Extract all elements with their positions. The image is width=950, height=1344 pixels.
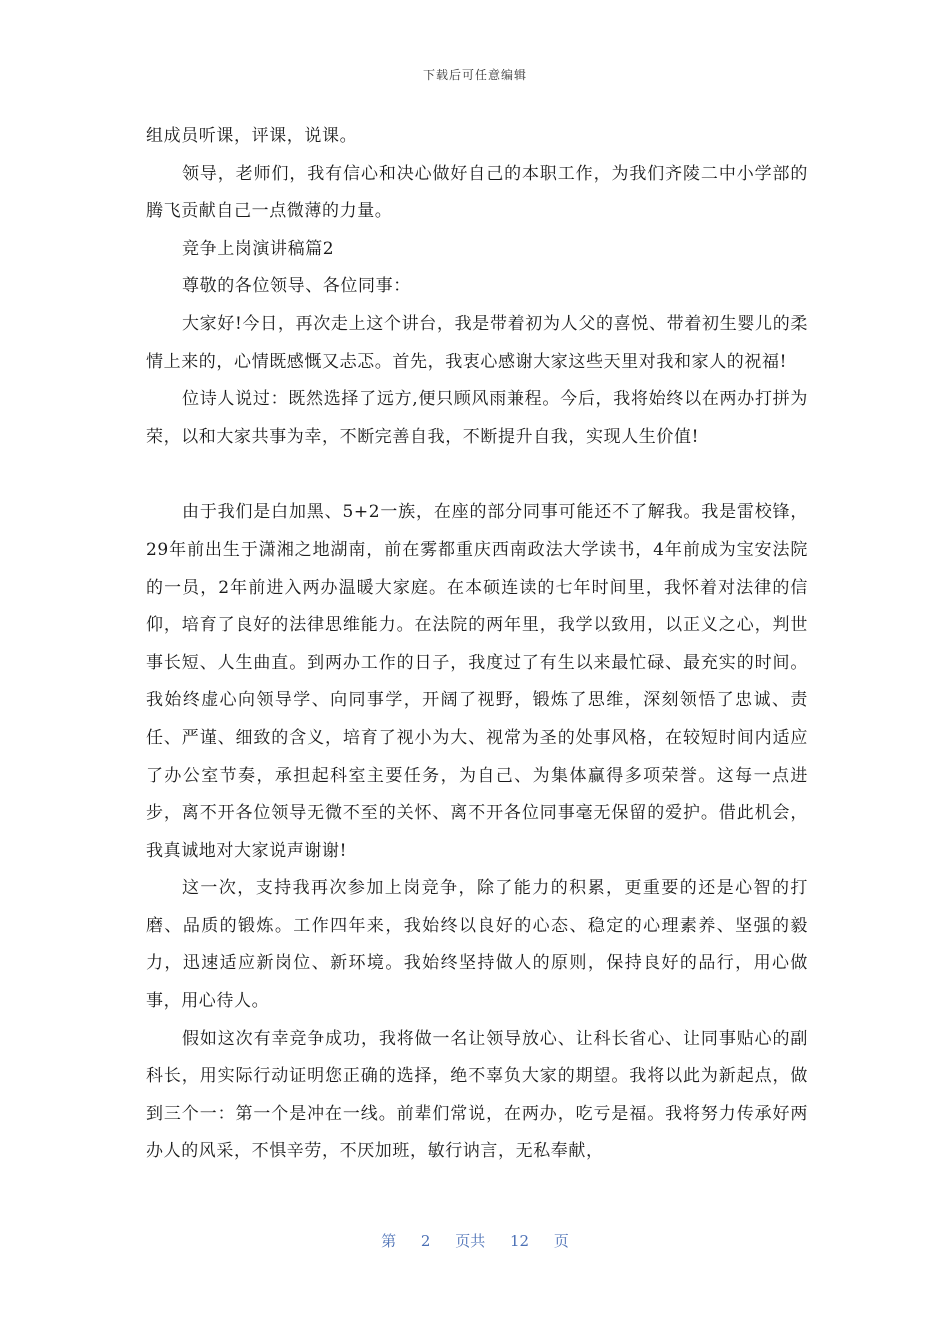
footer-word-ye: 页 [553,1232,569,1250]
paragraph-commitment: 假如这次有幸竞争成功，我将做一名让领导放心、让科长省心、让同事贴心的副科长，用实际行动证明您正确的选择，绝不辜负大家的期望。我将以此为新起点，做到三个一：第一个是冲在一线。前辈们常说，在两办，吃亏是福。我将努力传承好两办人的风采，不惧辛劳，不厌加班，敏行讷言，无私奉献， [146,1028,808,1162]
document-body [146,118,808,1171]
footer-word-ye-gong: 页共 [455,1232,486,1250]
salutation: 尊敬的各位领导、各位同事： [182,276,411,297]
page-footer [0,1230,950,1251]
section-title: 竞争上岗演讲稿篇2 [182,238,335,259]
page-header-note: 下载后可任意编辑 [422,68,527,82]
paragraph-greeting: 大家好!今日，再次走上这个讲台，我是带着初为人父的喜悦、带着初生婴儿的柔情上来的，心情既感慨又忐忑。首先，我衷心感谢大家这些天里对我和家人的祝福! [146,313,808,372]
paragraph-quote: 位诗人说过：既然选择了远方,便只顾风雨兼程。今后，我将始终以在两办打拼为荣，以和大家共事为幸，不断完善自我，不断提升自我，实现人生价值! [146,389,808,447]
footer-page-total: 12 [510,1232,530,1250]
footer-page-current: 2 [420,1232,431,1250]
paragraph-gap [146,456,808,494]
paragraph-motivation: 这一次，支持我再次参加上岗竞争，除了能力的积累，更重要的还是心智的打磨、品质的锻炼。工作四年来，我始终以良好的心态、稳定的心理素养、坚强的毅力，迅速适应新岗位、新环境。我始终坚持做人的原则，保持良好的品行，用心做事，用心待人。 [146,878,808,1012]
paragraph-self-introduction: 由于我们是白加黑、5+2一族，在座的部分同事可能还不了解我。我是雷校锋，29年前出生于潇湘之地湖南，前在雾都重庆西南政法大学读书，4年前成为宝安法院的一员，2年前进入两办温暖大家庭。在本硕连读的七年时间里，我怀着对法律的信仰，培育了良好的法律思维能力。在法院的两年里，我学以致用，以正义之心，判世事长短、人生曲直。到两办工作的日子，我度过了有生以来最忙碌、最充实的时间。我始终虚心向领导学、向同事学，开阔了视野，锻炼了思维，深刻领悟了忠诚、责任、严谨、细致的含义，培育了视小为大、视常为圣的处事风格，在较短时间内适应了办公室节奏，承担起科室主要任务，为自己、为集体赢得多项荣誉。这每一点进步，离不开各位领导无微不至的关怀、离不开各位同事毫无保留的爱护。借此机会，我真诚地对大家说声谢谢! [146,502,808,861]
paragraph-continuation: 组成员听课，评课，说课。 [146,126,358,146]
footer-word-di: 第 [381,1232,397,1250]
paragraph-closing-pledge: 领导，老师们，我有信心和决心做好自己的本职工作，为我们齐陵二中小学部的腾飞贡献自己一点微薄的力量。 [146,163,808,222]
